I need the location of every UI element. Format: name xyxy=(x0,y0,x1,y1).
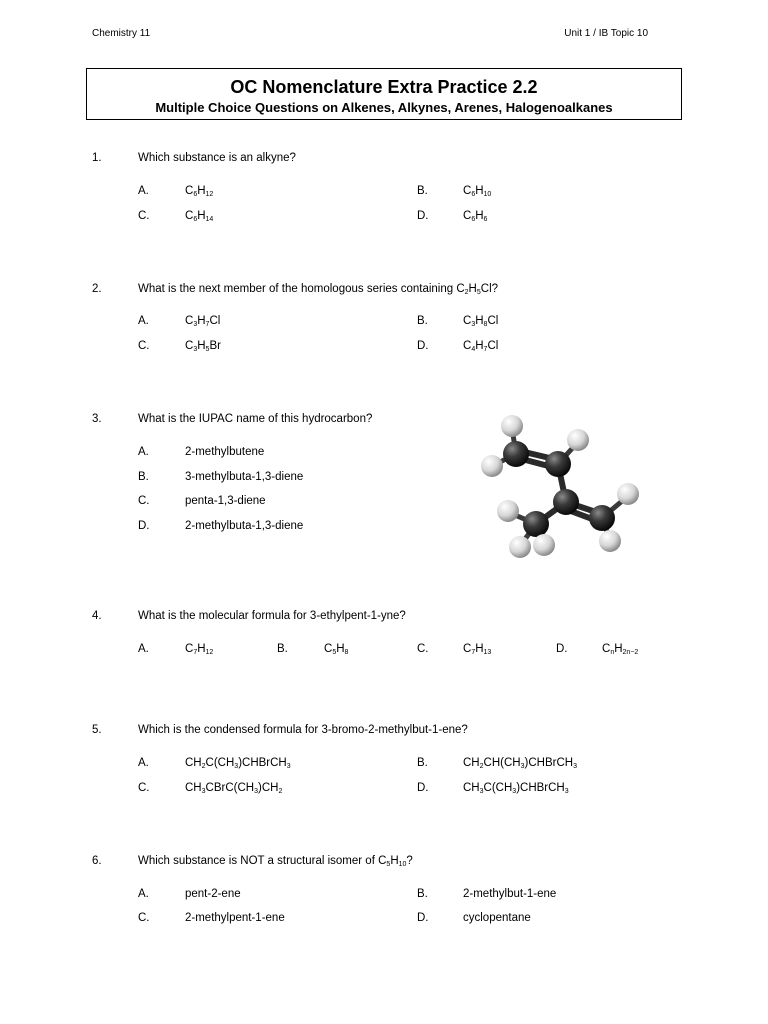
option-text: $C_6H_{12}$ xyxy=(185,185,214,198)
option-letter: C. xyxy=(138,782,150,794)
option-letter: D. xyxy=(417,210,429,222)
question-number: 1. xyxy=(92,152,102,164)
option-letter: B. xyxy=(138,471,149,483)
option-letter: D. xyxy=(417,912,429,924)
option-letter: B. xyxy=(277,643,288,655)
option-letter: C. xyxy=(138,340,150,352)
option-letter: C. xyxy=(138,495,150,507)
option-text: $C_5H_8$ xyxy=(324,643,349,656)
question-text: Which is the condensed formula for 3-bromo-2-methylbut-1-ene? xyxy=(138,724,468,736)
option-letter: A. xyxy=(138,315,149,327)
option-text: 2-methylpent-1-ene xyxy=(185,912,285,924)
option-letter: D. xyxy=(417,340,429,352)
option-text: $C_7H_{12}$ xyxy=(185,643,214,656)
question-number: 6. xyxy=(92,855,102,867)
option-letter: A. xyxy=(138,185,149,197)
option-text: $C_7H_{13}$ xyxy=(463,643,492,656)
option-text: 2-methylbuta-1,3-diene xyxy=(185,520,304,532)
option-text: 2-methylbut-1-ene xyxy=(463,888,557,900)
question-number: 2. xyxy=(92,283,102,295)
option-letter: C. xyxy=(138,210,150,222)
option-text: $C_nH_{2n-2}$ xyxy=(602,643,639,656)
option-text: cyclopentane xyxy=(463,912,531,924)
question-number: 5. xyxy=(92,724,102,736)
option-text: $CH_2C(CH_3)CHBrCH_3$ xyxy=(185,757,291,770)
option-text: $CH_3CBrC(CH_3)CH_2$ xyxy=(185,782,283,795)
question-text: Which substance is NOT a structural isomer of $C_5H_{10}$? xyxy=(138,855,413,868)
option-text: $C_6H_{14}$ xyxy=(185,210,214,223)
option-letter: A. xyxy=(138,888,149,900)
option-letter: B. xyxy=(417,757,428,769)
option-letter: B. xyxy=(417,888,428,900)
page-subtitle: Multiple Choice Questions on Alkenes, Alkynes, Arenes, Halogenoalkanes xyxy=(155,100,613,115)
page-title: OC Nomenclature Extra Practice 2.2 xyxy=(230,77,538,97)
option-letter: D. xyxy=(556,643,568,655)
molecule-model-image xyxy=(470,408,650,568)
option-text: $CH_3C(CH_3)CHBrCH_3$ xyxy=(463,782,569,795)
option-text: $C_3H_8Cl$ xyxy=(463,315,499,328)
option-letter: B. xyxy=(417,185,428,197)
question-text: Which substance is an alkyne? xyxy=(138,152,296,164)
option-letter: A. xyxy=(138,643,149,655)
option-text: 2-methylbutene xyxy=(185,446,265,458)
option-text: $C_6H_{10}$ xyxy=(463,185,492,198)
question-text: What is the molecular formula for 3-ethylpent-1-yne? xyxy=(138,610,406,622)
question-number: 3. xyxy=(92,413,102,425)
option-text: penta-1,3-diene xyxy=(185,495,266,507)
option-letter: A. xyxy=(138,446,149,458)
option-letter: C. xyxy=(417,643,429,655)
question-text: What is the next member of the homologous series containing $C_2H_5Cl$? xyxy=(138,283,499,296)
title-box xyxy=(86,68,682,120)
option-letter: B. xyxy=(417,315,428,327)
option-letter: A. xyxy=(138,757,149,769)
option-text: $C_3H_5Br$ xyxy=(185,340,221,353)
option-text: pent-2-ene xyxy=(185,888,241,900)
option-letter: D. xyxy=(138,520,150,532)
option-text: $C_4H_7Cl$ xyxy=(463,340,499,353)
question-text: What is the IUPAC name of this hydrocarbon? xyxy=(138,413,373,425)
option-text: $C_6H_6$ xyxy=(463,210,488,223)
option-text: $C_3H_7Cl$ xyxy=(185,315,221,328)
option-letter: C. xyxy=(138,912,150,924)
option-letter: D. xyxy=(417,782,429,794)
question-number: 4. xyxy=(92,610,102,622)
header-unit: Unit 1 / IB Topic 10 xyxy=(564,28,648,39)
option-text: $CH_2CH(CH_3)CHBrCH_3$ xyxy=(463,757,577,770)
option-text: 3-methylbuta-1,3-diene xyxy=(185,471,304,483)
header-course: Chemistry 11 xyxy=(92,28,151,39)
